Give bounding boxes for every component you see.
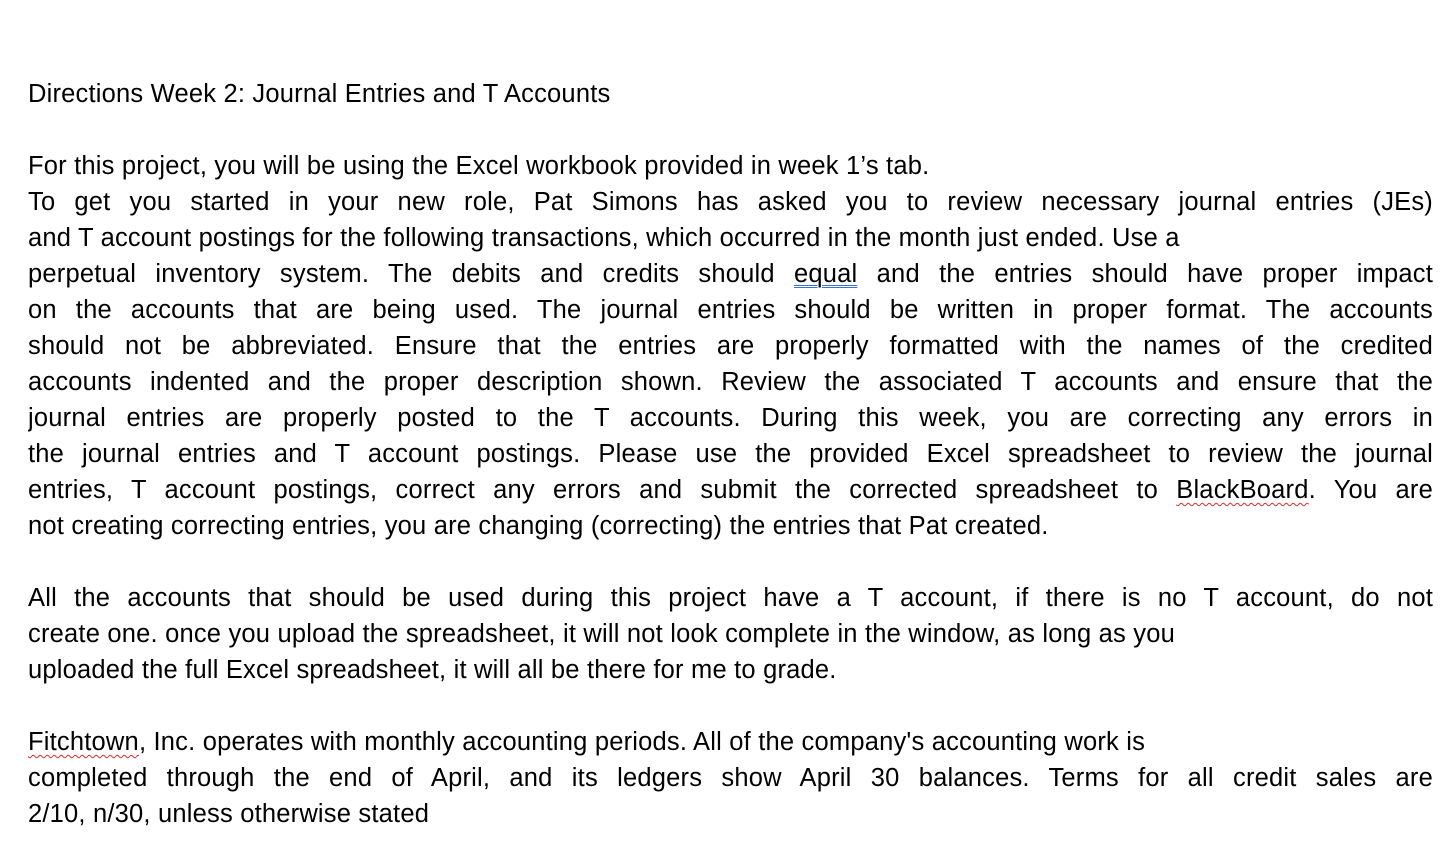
text-run: entries, T account postings, correct any errors and submit the corrected spreadsheet to bbox=[28, 476, 1177, 504]
spellcheck-flag-word[interactable]: Fitchtown bbox=[28, 728, 139, 756]
text-run: . You are bbox=[1308, 476, 1433, 504]
paragraph-line: All the accounts that should be used during this project have a T account, if there is no T account, do not bbox=[28, 584, 1433, 612]
paragraph-line: 2/10, n/30, unless otherwise stated bbox=[28, 800, 430, 828]
document-page bbox=[28, 76, 1433, 832]
paragraph-line: on the accounts that are being used. The journal entries should be written in proper format. The accounts bbox=[28, 296, 1433, 324]
spellcheck-flag-word[interactable]: BlackBoard bbox=[1176, 476, 1309, 504]
paragraph-line bbox=[28, 724, 1433, 760]
paragraph-line bbox=[28, 256, 1433, 292]
paragraph-line: completed through the end of April, and its ledgers show April 30 balances. Terms for all credit sales are bbox=[28, 764, 1433, 792]
paragraph-line: the journal entries and T account postings. Please use the provided Excel spreadsheet to review the journal bbox=[28, 440, 1433, 468]
paragraph-line bbox=[28, 472, 1433, 508]
paragraph-line: should not be abbreviated. Ensure that the entries are properly formatted with the names of the credited bbox=[28, 332, 1433, 360]
text-run: , Inc. operates with monthly accounting periods. All of the company's accounting work is bbox=[138, 728, 1146, 756]
paragraph-line: not creating correcting entries, you are changing (correcting) the entries that Pat created. bbox=[28, 512, 1049, 540]
blank-line bbox=[28, 112, 1433, 148]
paragraph-company-info bbox=[28, 724, 1433, 832]
grammar-flag-word[interactable]: equal bbox=[794, 260, 858, 288]
text-run: and the entries should have proper impact bbox=[857, 260, 1433, 288]
document-title: Directions Week 2: Journal Entries and T Accounts bbox=[28, 80, 611, 108]
paragraph-line: uploaded the full Excel spreadsheet, it will all be there for me to grade. bbox=[28, 656, 837, 684]
paragraph-accounts-note bbox=[28, 580, 1433, 688]
paragraph-line: journal entries are properly posted to the T accounts. During this week, you are correcting any errors in bbox=[28, 404, 1433, 432]
paragraph-line: To get you started in your new role, Pat Simons has asked you to review necessary journal entries (JEs) bbox=[28, 188, 1433, 216]
paragraph-line: For this project, you will be using the Excel workbook provided in week 1’s tab. bbox=[28, 152, 930, 180]
text-run: perpetual inventory system. The debits and credits should bbox=[28, 260, 795, 288]
paragraph-line: create one. once you upload the spreadsheet, it will not look complete in the window, as long as you bbox=[28, 620, 1175, 648]
paragraph-line: accounts indented and the proper description shown. Review the associated T accounts and ensure that the bbox=[28, 368, 1433, 396]
paragraph-instructions bbox=[28, 148, 1433, 544]
blank-line bbox=[28, 544, 1433, 580]
paragraph-line: and T account postings for the following transactions, which occurred in the month just ended. Use a bbox=[28, 224, 1180, 252]
blank-line bbox=[28, 688, 1433, 724]
